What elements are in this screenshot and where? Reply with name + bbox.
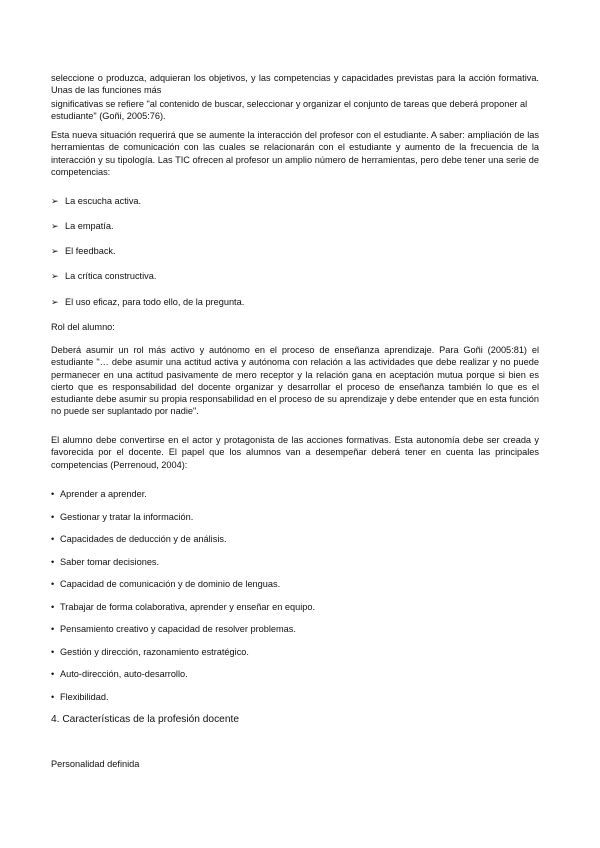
- intro-line-2: significativas se refiere "al contenido de buscar, seleccionar y organizar el conjunto de tareas que deberá proponer al estudiante" (Goñi, 2005:76).: [51, 99, 528, 122]
- list-item: • Flexibilidad.: [51, 692, 109, 702]
- dot-bullet-icon: •: [51, 647, 55, 657]
- arrow-bullet-icon: ➢: [51, 297, 59, 307]
- dot-bullet-icon: •: [51, 669, 55, 679]
- arrow-bullet-icon: ➢: [51, 196, 59, 206]
- quote-paragraph: Deberá asumir un rol más activo y autónomo en el proceso de enseñanza aprendizaje. Para Goñi (2005:81) el estudiante "… debe asumir una actitud activa y autónoma con relación a las actividades que debe realizar y no puede permanecer en una actitud pasivamente de mero receptor y la relación gana en aceptación mutua porque si bien es cierto que es responsabilidad del docente organizar y desarrollar el proceso de enseñanza también lo que es el estudiante debe asumir su propia responsabilidad en el proceso de su aprendizaje y debe entender que en esta función no puede ser suplantado por nadie".: [51, 345, 539, 417]
- dot-bullet-icon: •: [51, 534, 55, 544]
- protagonista-paragraph: El alumno debe convertirse en el actor y protagonista de las acciones formativas. Esta autonomía debe ser creada y favorecida por el docente. El papel que los alumnos van a desempeñar deberá tener en cuenta las principales competencias (Perrenoud, 2004):: [51, 435, 539, 470]
- dot-bullet-icon: •: [51, 692, 55, 702]
- rol-alumno-heading: Rol del alumno:: [51, 322, 115, 332]
- list-item: ➢ El feedback.: [51, 246, 116, 256]
- intro-paragraph: Esta nueva situación requerirá que se aumente la interacción del profesor con el estudiante. A saber: ampliación de las herramientas de comunicación con las cuales se relacionarán con el estudiante y aumento de la frecuencia de la interacción y su tipología. Las TIC ofrecen al profesor un amplio número de herramientas, pero debe tener una serie de competencias:: [51, 130, 539, 177]
- list-item: • Gestión y dirección, razonamiento estratégico.: [51, 647, 249, 657]
- dot-bullet-icon: •: [51, 557, 55, 567]
- list-item: • Capacidad de comunicación y de dominio de lenguas.: [51, 579, 281, 589]
- list-item: • Gestionar y tratar la información.: [51, 512, 194, 522]
- arrow-bullet-icon: ➢: [51, 246, 59, 256]
- intro-line-1: seleccione o produzca, adquieran los objetivos, y las competencias y capacidades previstas para la acción formativa. Unas de las funciones más: [51, 73, 539, 96]
- arrow-bullet-icon: ➢: [51, 271, 59, 281]
- dot-bullet-icon: •: [51, 512, 55, 522]
- section-4-heading: 4. Características de la profesión docente: [51, 714, 240, 725]
- dot-bullet-icon: •: [51, 489, 55, 499]
- list-item: • Trabajar de forma colaborativa, aprender y enseñar en equipo.: [51, 602, 316, 612]
- dot-bullet-icon: •: [51, 602, 55, 612]
- list-item: • Auto-dirección, auto-desarrollo.: [51, 669, 188, 679]
- dot-bullet-icon: •: [51, 624, 55, 634]
- list-item: • Aprender a aprender.: [51, 489, 147, 499]
- list-item: ➢ La crítica constructiva.: [51, 271, 157, 281]
- dot-bullet-icon: •: [51, 579, 55, 589]
- list-item: • Pensamiento creativo y capacidad de resolver problemas.: [51, 624, 296, 634]
- list-item: ➢ La escucha activa.: [51, 196, 142, 206]
- arrow-bullet-icon: ➢: [51, 221, 59, 231]
- personalidad-heading: Personalidad definida: [51, 759, 140, 769]
- list-item: • Saber tomar decisiones.: [51, 557, 160, 567]
- list-item: ➢ La empatía.: [51, 221, 114, 231]
- list-item: • Capacidades de deducción y de análisis.: [51, 534, 227, 544]
- list-item: ➢ El uso eficaz, para todo ello, de la pregunta.: [51, 297, 245, 307]
